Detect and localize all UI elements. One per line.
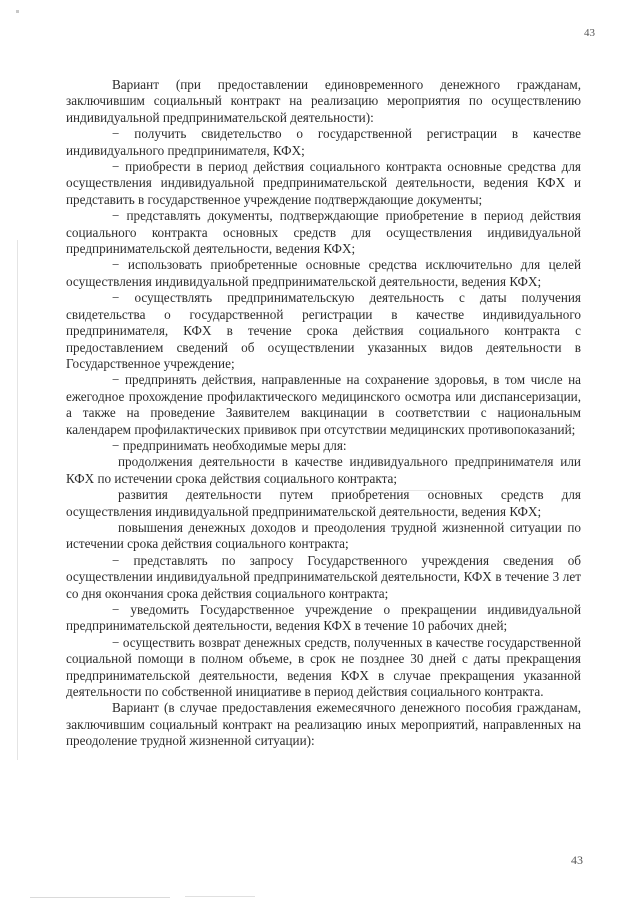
paragraph-develop-activity: развития деятельности путем приобретения основных средств для осуществления индивидуальной предпринимательской деятельности, ведения КФХ;: [66, 487, 581, 519]
paragraph-obtain-certificate: − получить свидетельство о государственной регистрации в качестве индивидуального предпринимателя, КФХ;: [66, 126, 581, 158]
paragraph-variant-lump-sum: Вариант (при предоставлении единовременного денежного гражданам, заключившим социальный контракт на реализацию мероприятия по осуществлению индивидуальной предпринимательской деятельности):: [66, 77, 581, 125]
paragraph-submit-documents: − представлять документы, подтверждающие приобретение в период действия социального контракта основных средств для осуществления индивидуальной предпринимательской деятельности, ведения КФХ;: [66, 208, 581, 257]
paragraph-take-measures: − предпринимать необходимые меры для:: [112, 437, 347, 453]
document-body: [66, 77, 581, 750]
paragraph-variant-monthly: Вариант (в случае предоставления ежемесячного денежного пособия гражданам, заключившим социальный контракт на реализацию иных мероприятий, направленных на преодоление трудной жизненной ситуации):: [66, 700, 581, 749]
paragraph-use-assets: − использовать приобретенные основные средства исключительно для целей осуществления индивидуальной предпринимательской деятельности, ведения КФХ;: [66, 257, 581, 289]
paragraph-continue-activity: продолжения деятельности в качестве индивидуального предпринимателя или КФХ по истечении срока действия социального контракта;: [66, 454, 581, 486]
scan-bottom-line-2: [185, 896, 255, 897]
scan-bottom-line: [30, 897, 170, 898]
paragraph-provide-info: − представлять по запросу Государственного учреждения сведения об осуществлении индивидуальной предпринимательской деятельности, КФХ в течение 3 лет со дня окончания срока действия социального контракта;: [66, 552, 581, 601]
paragraph-health-measures: − предпринять действия, направленные на сохранение здоровья, в том числе на ежегодное прохождение профилактического медицинского осмотра или диспансеризации, а также на проведение Заявителем вакцинации в соответствии с национальным календарем профилактических прививок при отсутствии медицинских противопоказаний;: [66, 372, 581, 437]
paragraph-carry-out-activity: − осуществлять предпринимательскую деятельность с даты получения свидетельства о государственной регистрации в качестве индивидуального предпринимателя, КФХ в течение срока действия социального контракта с предоставлением сведений об осуществлении указанных видов деятельности в Государственное учреждение;: [66, 290, 581, 371]
paragraph-acquire-assets: − приобрести в период действия социального контракта основные средства для осуществления индивидуальной предпринимательской деятельности, ведения КФХ и представить в государственное учреждение подтверждающие документы;: [66, 159, 581, 207]
page-number-bottom: 43: [571, 853, 583, 867]
paragraph-notify-termination: − уведомить Государственное учреждение о прекращении индивидуальной предпринимательской деятельности, ведения КФХ в течение 10 рабочих дней;: [66, 602, 581, 634]
scan-edge-line: [17, 240, 18, 760]
page-number-top: 43: [584, 27, 595, 39]
scan-speck: [16, 10, 19, 13]
paragraph-increase-income: повышения денежных доходов и преодоления трудной жизненной ситуации по истечении срока действия социального контракта;: [66, 519, 581, 552]
paragraph-return-funds: − осуществить возврат денежных средств, полученных в качестве государственной социальной помощи в полном объеме, в срок не позднее 30 дней с даты прекращения предпринимательской деятельности, ведения КФХ в случае прекращения указанной деятельности по собственной инициативе в период действия социального контракта.: [66, 634, 581, 700]
